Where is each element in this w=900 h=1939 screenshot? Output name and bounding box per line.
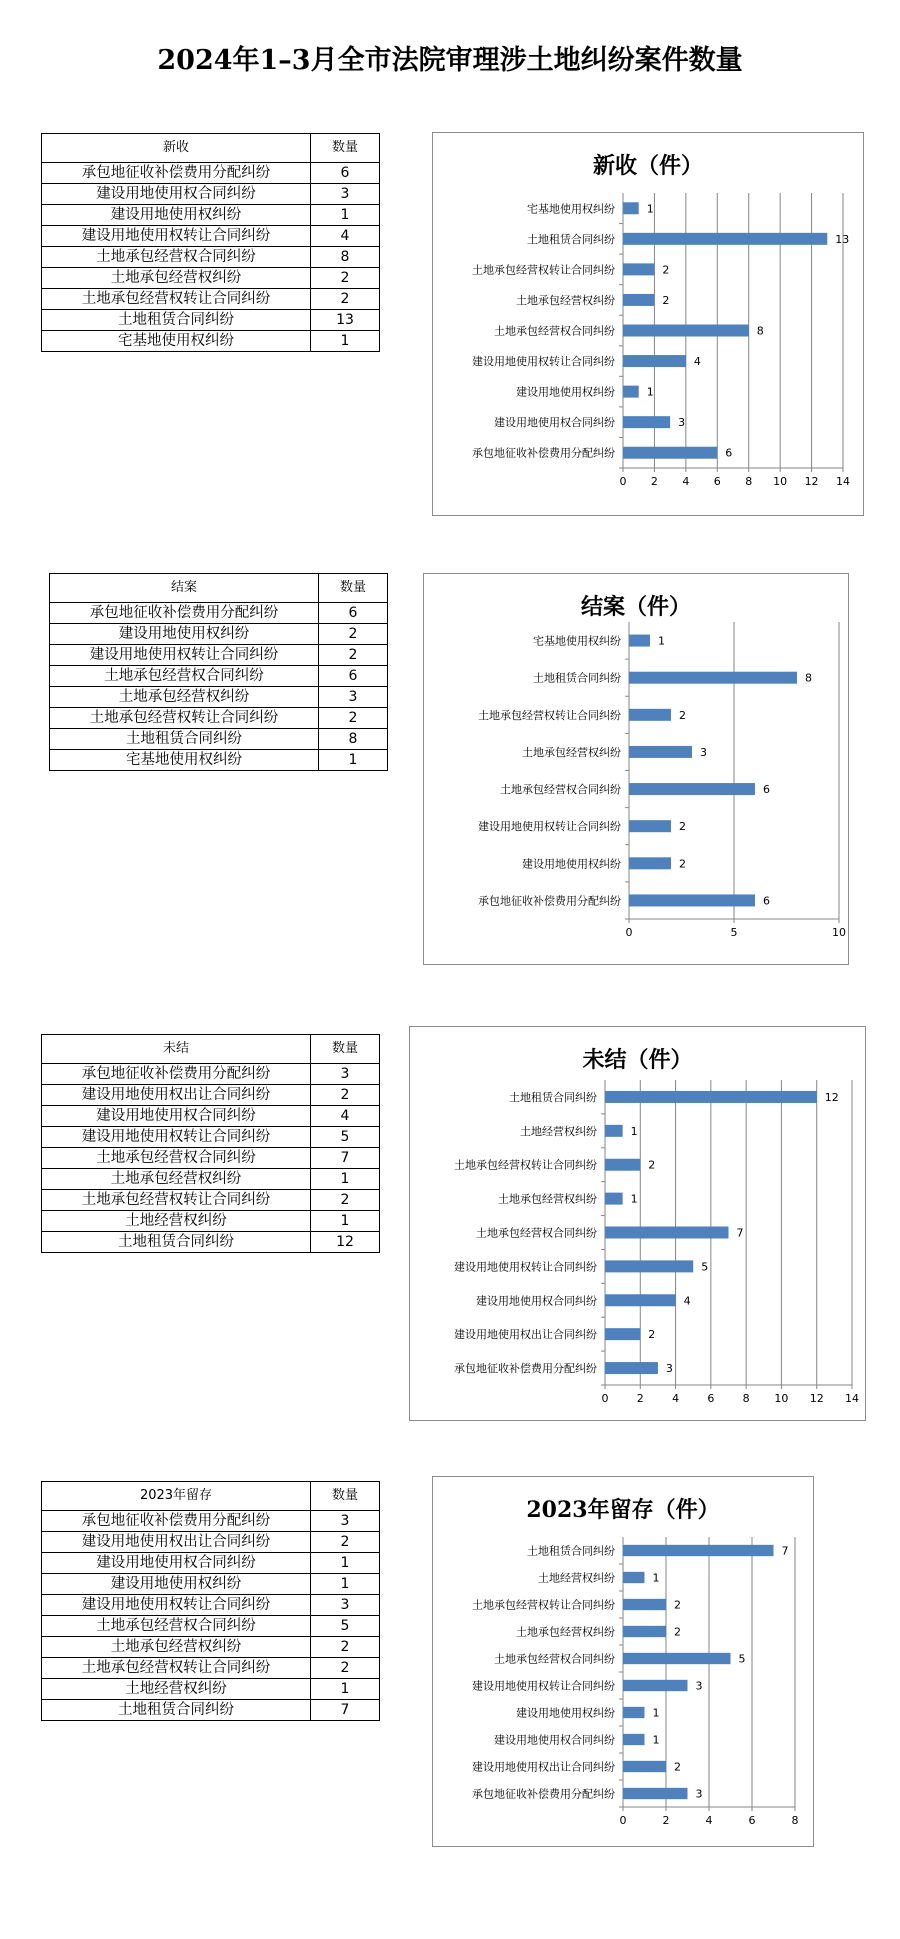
table-row bbox=[42, 1595, 380, 1616]
y-tick-label: 建设用地使用权合同纠纷 bbox=[494, 1733, 615, 1747]
table-cell-category: 土地承包经营权纠纷 bbox=[42, 268, 311, 289]
table-cell-category: 宅基地使用权纠纷 bbox=[42, 331, 311, 352]
table-jiean bbox=[49, 573, 388, 771]
table-cell-count: 2 bbox=[319, 645, 388, 666]
table-row bbox=[42, 247, 380, 268]
table-row bbox=[50, 624, 388, 645]
chart-liucun bbox=[432, 1476, 814, 1847]
x-tick-label: 10 bbox=[774, 1392, 789, 1405]
table-cell-count: 3 bbox=[311, 1064, 380, 1085]
table-row bbox=[42, 1211, 380, 1232]
table-cell-count: 1 bbox=[311, 1169, 380, 1190]
x-tick-label: 10 bbox=[832, 926, 846, 939]
table-cell-category: 土地经营权纠纷 bbox=[42, 1211, 311, 1232]
y-tick-label: 土地承包经营权转让合同纠纷 bbox=[472, 1598, 615, 1612]
y-tick-label: 承包地征收补偿费用分配纠纷 bbox=[472, 1787, 615, 1801]
data-label: 2 bbox=[674, 1760, 681, 1774]
bar bbox=[623, 233, 827, 245]
table-xinshou bbox=[41, 133, 380, 352]
table-cell-count: 2 bbox=[319, 624, 388, 645]
bar bbox=[623, 1707, 645, 1718]
table-header-category: 新收 bbox=[42, 134, 311, 163]
y-tick-label: 建设用地使用权转让合同纠纷 bbox=[478, 820, 621, 834]
x-tick-label: 6 bbox=[713, 475, 721, 488]
x-tick-label: 8 bbox=[742, 1392, 750, 1405]
table-liucun bbox=[41, 1481, 380, 1721]
y-tick-label: 土地承包经营权纠纷 bbox=[516, 293, 615, 307]
table-header-category: 未结 bbox=[42, 1035, 311, 1064]
table-header-count: 数量 bbox=[319, 574, 388, 603]
table-row bbox=[42, 184, 380, 205]
x-tick-label: 8 bbox=[791, 1814, 799, 1827]
bar bbox=[623, 1653, 731, 1664]
data-label: 8 bbox=[756, 324, 764, 338]
table-cell-count: 1 bbox=[311, 1211, 380, 1232]
table-cell-category: 承包地征收补偿费用分配纠纷 bbox=[42, 163, 311, 184]
bar bbox=[605, 1091, 817, 1103]
y-tick-label: 土地承包经营权合同纠纷 bbox=[500, 783, 621, 797]
page-title: 2024年1–3月全市法院审理涉土地纠纷案件数量 bbox=[157, 45, 743, 76]
bar bbox=[605, 1260, 693, 1272]
y-tick-label: 土地租赁合同纠纷 bbox=[527, 1544, 615, 1558]
data-label: 2 bbox=[662, 263, 670, 277]
table-cell-category: 土地租赁合同纠纷 bbox=[42, 310, 311, 331]
x-tick-label: 14 bbox=[845, 1392, 859, 1405]
y-tick-label: 承包地征收补偿费用分配纠纷 bbox=[472, 446, 615, 460]
table-cell-category: 土地承包经营权纠纷 bbox=[42, 1637, 311, 1658]
chart-xinshou bbox=[432, 132, 864, 516]
chart-weijie bbox=[409, 1026, 866, 1421]
table-cell-category: 土地承包经营权合同纠纷 bbox=[42, 1148, 311, 1169]
x-tick-label: 0 bbox=[619, 475, 627, 488]
table-row bbox=[42, 331, 380, 352]
data-label: 3 bbox=[665, 1362, 673, 1376]
table-cell-count: 2 bbox=[311, 1637, 380, 1658]
table-header-category: 结案 bbox=[50, 574, 319, 603]
table-row bbox=[42, 1658, 380, 1679]
y-tick-label: 建设用地使用权出让合同纠纷 bbox=[472, 1760, 615, 1774]
table-row bbox=[50, 603, 388, 624]
table-row bbox=[42, 1148, 380, 1169]
table-row bbox=[42, 1232, 380, 1253]
table-cell-count: 2 bbox=[311, 268, 380, 289]
data-label: 6 bbox=[725, 446, 733, 460]
y-tick-label: 宅基地使用权纠纷 bbox=[533, 634, 621, 648]
table-cell-count: 1 bbox=[311, 1553, 380, 1574]
table-header-count: 数量 bbox=[311, 1482, 380, 1511]
data-label: 7 bbox=[736, 1226, 744, 1240]
table-cell-category: 建设用地使用权出让合同纠纷 bbox=[42, 1532, 311, 1553]
table-header-count: 数量 bbox=[311, 134, 380, 163]
table-cell-category: 建设用地使用权出让合同纠纷 bbox=[42, 1085, 311, 1106]
data-label: 1 bbox=[646, 202, 654, 216]
table-cell-category: 建设用地使用权转让合同纠纷 bbox=[42, 1127, 311, 1148]
x-tick-label: 2 bbox=[636, 1392, 644, 1405]
x-tick-label: 8 bbox=[745, 475, 753, 488]
bar bbox=[623, 386, 639, 398]
data-label: 12 bbox=[824, 1090, 839, 1104]
data-label: 1 bbox=[652, 1706, 660, 1720]
table-cell-count: 3 bbox=[311, 1511, 380, 1532]
bar bbox=[623, 416, 670, 428]
bar bbox=[605, 1125, 623, 1137]
bar-chart-svg bbox=[424, 574, 848, 964]
table-cell-category: 建设用地使用权纠纷 bbox=[42, 205, 311, 226]
table-row bbox=[50, 645, 388, 666]
table-cell-count: 2 bbox=[319, 708, 388, 729]
table-cell-category: 土地承包经营权合同纠纷 bbox=[50, 666, 319, 687]
bar bbox=[623, 202, 639, 214]
x-tick-label: 6 bbox=[707, 1392, 715, 1405]
x-tick-label: 4 bbox=[705, 1814, 713, 1827]
bar bbox=[623, 1680, 688, 1691]
table-cell-category: 土地经营权纠纷 bbox=[42, 1679, 311, 1700]
x-tick-label: 6 bbox=[748, 1814, 756, 1827]
y-tick-label: 土地承包经营权合同纠纷 bbox=[494, 324, 615, 338]
data-label: 3 bbox=[695, 1679, 703, 1693]
table-row bbox=[42, 268, 380, 289]
x-tick-label: 0 bbox=[619, 1814, 627, 1827]
bar bbox=[623, 1572, 645, 1583]
table-cell-count: 6 bbox=[319, 603, 388, 624]
table-row bbox=[42, 1106, 380, 1127]
table-cell-category: 土地租赁合同纠纷 bbox=[42, 1700, 311, 1721]
y-tick-label: 承包地征收补偿费用分配纠纷 bbox=[478, 894, 621, 908]
table-row bbox=[42, 1511, 380, 1532]
table-row bbox=[42, 1085, 380, 1106]
y-tick-label: 宅基地使用权纠纷 bbox=[527, 202, 615, 216]
table-cell-count: 2 bbox=[311, 1658, 380, 1679]
y-tick-label: 土地承包经营权合同纠纷 bbox=[476, 1226, 597, 1240]
bar bbox=[629, 672, 797, 684]
table-cell-category: 建设用地使用权合同纠纷 bbox=[42, 1106, 311, 1127]
table-cell-category: 建设用地使用权转让合同纠纷 bbox=[50, 645, 319, 666]
table-cell-count: 7 bbox=[311, 1148, 380, 1169]
bar bbox=[629, 635, 650, 647]
table-row bbox=[50, 687, 388, 708]
x-tick-label: 14 bbox=[836, 475, 850, 488]
bar bbox=[605, 1362, 658, 1374]
data-label: 3 bbox=[678, 416, 686, 430]
x-tick-label: 0 bbox=[601, 1392, 609, 1405]
bar bbox=[623, 1599, 666, 1610]
bar-chart-svg bbox=[433, 1477, 813, 1846]
table-cell-count: 7 bbox=[311, 1700, 380, 1721]
data-label: 6 bbox=[763, 783, 770, 797]
data-label: 2 bbox=[648, 1158, 656, 1172]
table-row bbox=[42, 226, 380, 247]
bar bbox=[605, 1328, 640, 1340]
data-label: 2 bbox=[679, 857, 686, 871]
table-cell-category: 土地租赁合同纠纷 bbox=[42, 1232, 311, 1253]
x-tick-label: 4 bbox=[672, 1392, 680, 1405]
x-tick-label: 0 bbox=[625, 926, 633, 939]
bar bbox=[623, 263, 654, 275]
x-tick-label: 5 bbox=[730, 926, 738, 939]
table-cell-category: 土地承包经营权纠纷 bbox=[50, 687, 319, 708]
table-cell-count: 2 bbox=[311, 1085, 380, 1106]
bar bbox=[605, 1159, 640, 1171]
x-tick-label: 12 bbox=[809, 1392, 824, 1405]
table-row bbox=[42, 163, 380, 184]
data-label: 2 bbox=[679, 708, 686, 722]
x-tick-label: 12 bbox=[804, 475, 819, 488]
data-label: 2 bbox=[662, 293, 670, 307]
y-tick-label: 建设用地使用权纠纷 bbox=[516, 385, 615, 399]
table-cell-count: 6 bbox=[311, 163, 380, 184]
bar bbox=[605, 1193, 623, 1205]
y-tick-label: 土地承包经营权纠纷 bbox=[498, 1192, 597, 1206]
table-cell-category: 建设用地使用权纠纷 bbox=[50, 624, 319, 645]
table-cell-category: 土地承包经营权转让合同纠纷 bbox=[42, 1658, 311, 1679]
chart-title: 2023年留存（件） bbox=[526, 1497, 720, 1523]
table-cell-category: 建设用地使用权转让合同纠纷 bbox=[42, 1595, 311, 1616]
table-cell-category: 宅基地使用权纠纷 bbox=[50, 750, 319, 771]
table-cell-count: 8 bbox=[319, 729, 388, 750]
data-label: 3 bbox=[700, 745, 707, 759]
table-row bbox=[42, 1553, 380, 1574]
table-cell-category: 建设用地使用权合同纠纷 bbox=[42, 1553, 311, 1574]
bar bbox=[629, 894, 755, 906]
table-row bbox=[42, 1532, 380, 1553]
table-cell-count: 1 bbox=[311, 1574, 380, 1595]
x-tick-label: 2 bbox=[650, 475, 658, 488]
table-cell-category: 土地租赁合同纠纷 bbox=[50, 729, 319, 750]
table-cell-count: 8 bbox=[311, 247, 380, 268]
data-label: 1 bbox=[652, 1571, 660, 1585]
data-label: 4 bbox=[693, 355, 701, 369]
table-weijie bbox=[41, 1034, 380, 1253]
y-tick-label: 土地承包经营权转让合同纠纷 bbox=[472, 263, 615, 277]
table-row bbox=[42, 310, 380, 331]
table-cell-count: 13 bbox=[311, 310, 380, 331]
data-label: 2 bbox=[674, 1625, 681, 1639]
data-label: 1 bbox=[646, 385, 654, 399]
y-tick-label: 建设用地使用权合同纠纷 bbox=[494, 416, 615, 430]
table-cell-count: 4 bbox=[311, 226, 380, 247]
table-row bbox=[42, 205, 380, 226]
y-tick-label: 土地经营权纠纷 bbox=[520, 1124, 597, 1138]
table-row bbox=[50, 729, 388, 750]
table-cell-category: 土地承包经营权转让合同纠纷 bbox=[50, 708, 319, 729]
data-label: 8 bbox=[805, 671, 812, 685]
bar bbox=[623, 447, 717, 459]
table-cell-count: 4 bbox=[311, 1106, 380, 1127]
data-label: 13 bbox=[835, 232, 850, 246]
table-cell-count: 2 bbox=[311, 1190, 380, 1211]
data-label: 1 bbox=[658, 634, 665, 648]
data-label: 1 bbox=[630, 1192, 638, 1206]
table-cell-category: 土地承包经营权纠纷 bbox=[42, 1169, 311, 1190]
y-tick-label: 土地承包经营权转让合同纠纷 bbox=[454, 1158, 597, 1172]
table-cell-count: 1 bbox=[311, 331, 380, 352]
data-label: 2 bbox=[648, 1328, 656, 1342]
y-tick-label: 土地承包经营权纠纷 bbox=[522, 745, 621, 759]
table-cell-category: 承包地征收补偿费用分配纠纷 bbox=[50, 603, 319, 624]
table-cell-category: 建设用地使用权合同纠纷 bbox=[42, 184, 311, 205]
data-label: 2 bbox=[674, 1598, 681, 1612]
bar bbox=[629, 783, 755, 795]
table-cell-category: 土地承包经营权转让合同纠纷 bbox=[42, 289, 311, 310]
table-row bbox=[42, 1127, 380, 1148]
table-cell-count: 5 bbox=[311, 1616, 380, 1637]
table-cell-count: 6 bbox=[319, 666, 388, 687]
x-tick-label: 2 bbox=[662, 1814, 670, 1827]
bar bbox=[623, 325, 749, 337]
table-cell-count: 2 bbox=[311, 289, 380, 310]
table-row bbox=[50, 666, 388, 687]
bar bbox=[629, 709, 671, 721]
bar bbox=[623, 355, 686, 367]
chart-jiean bbox=[423, 573, 849, 965]
x-tick-label: 10 bbox=[773, 475, 788, 488]
table-cell-count: 3 bbox=[311, 1595, 380, 1616]
table-row bbox=[50, 750, 388, 771]
y-tick-label: 建设用地使用权转让合同纠纷 bbox=[454, 1260, 597, 1274]
data-label: 5 bbox=[738, 1652, 746, 1666]
data-label: 4 bbox=[683, 1294, 691, 1308]
bar bbox=[605, 1227, 729, 1239]
y-tick-label: 土地经营权纠纷 bbox=[538, 1571, 615, 1585]
table-row bbox=[42, 1616, 380, 1637]
table-cell-category: 建设用地使用权转让合同纠纷 bbox=[42, 226, 311, 247]
y-tick-label: 建设用地使用权出让合同纠纷 bbox=[454, 1328, 597, 1342]
table-cell-category: 土地承包经营权合同纠纷 bbox=[42, 247, 311, 268]
y-tick-label: 土地承包经营权纠纷 bbox=[516, 1625, 615, 1639]
table-header-category: 2023年留存 bbox=[42, 1482, 311, 1511]
y-tick-label: 建设用地使用权纠纷 bbox=[522, 857, 621, 871]
table-cell-count: 1 bbox=[319, 750, 388, 771]
y-tick-label: 土地租赁合同纠纷 bbox=[509, 1090, 597, 1104]
bar bbox=[629, 857, 671, 869]
table-cell-count: 3 bbox=[319, 687, 388, 708]
bar bbox=[623, 1734, 645, 1745]
x-tick-label: 4 bbox=[682, 475, 690, 488]
y-tick-label: 建设用地使用权合同纠纷 bbox=[476, 1294, 597, 1308]
bar bbox=[623, 294, 654, 306]
table-row bbox=[50, 708, 388, 729]
chart-title: 结案（件） bbox=[580, 594, 691, 620]
y-tick-label: 土地租赁合同纠纷 bbox=[533, 671, 621, 685]
bar bbox=[605, 1294, 676, 1306]
table-row bbox=[42, 1700, 380, 1721]
table-row bbox=[42, 1637, 380, 1658]
table-cell-count: 5 bbox=[311, 1127, 380, 1148]
table-row bbox=[42, 1169, 380, 1190]
y-tick-label: 土地承包经营权转让合同纠纷 bbox=[478, 708, 621, 722]
data-label: 1 bbox=[630, 1124, 638, 1138]
table-cell-count: 1 bbox=[311, 205, 380, 226]
data-label: 7 bbox=[781, 1544, 789, 1558]
y-tick-label: 建设用地使用权转让合同纠纷 bbox=[472, 1679, 615, 1693]
data-label: 1 bbox=[652, 1733, 660, 1747]
data-label: 6 bbox=[763, 894, 770, 908]
data-label: 5 bbox=[701, 1260, 709, 1274]
chart-title: 未结（件） bbox=[582, 1047, 693, 1073]
table-row bbox=[42, 1679, 380, 1700]
bar-chart-svg bbox=[433, 133, 863, 515]
table-cell-count: 3 bbox=[311, 184, 380, 205]
y-tick-label: 土地承包经营权合同纠纷 bbox=[494, 1652, 615, 1666]
bar bbox=[623, 1761, 666, 1772]
bar bbox=[623, 1626, 666, 1637]
table-cell-category: 承包地征收补偿费用分配纠纷 bbox=[42, 1064, 311, 1085]
table-row bbox=[42, 289, 380, 310]
bar bbox=[629, 820, 671, 832]
table-header-count: 数量 bbox=[311, 1035, 380, 1064]
chart-title: 新收（件） bbox=[592, 153, 703, 179]
y-tick-label: 建设用地使用权转让合同纠纷 bbox=[472, 355, 615, 369]
table-cell-count: 1 bbox=[311, 1679, 380, 1700]
table-cell-category: 建设用地使用权纠纷 bbox=[42, 1574, 311, 1595]
bar bbox=[629, 746, 692, 758]
table-cell-category: 土地承包经营权合同纠纷 bbox=[42, 1616, 311, 1637]
y-tick-label: 建设用地使用权纠纷 bbox=[516, 1706, 615, 1720]
table-cell-category: 土地承包经营权转让合同纠纷 bbox=[42, 1190, 311, 1211]
data-label: 2 bbox=[679, 820, 686, 834]
table-row bbox=[42, 1574, 380, 1595]
data-label: 3 bbox=[695, 1787, 703, 1801]
bar bbox=[623, 1788, 688, 1799]
table-cell-category: 承包地征收补偿费用分配纠纷 bbox=[42, 1511, 311, 1532]
table-row bbox=[42, 1064, 380, 1085]
table-cell-count: 12 bbox=[311, 1232, 380, 1253]
table-row bbox=[42, 1190, 380, 1211]
y-tick-label: 土地租赁合同纠纷 bbox=[527, 232, 615, 246]
y-tick-label: 承包地征收补偿费用分配纠纷 bbox=[454, 1362, 597, 1376]
bar-chart-svg bbox=[410, 1027, 865, 1420]
bar bbox=[623, 1545, 774, 1556]
table-cell-count: 2 bbox=[311, 1532, 380, 1553]
